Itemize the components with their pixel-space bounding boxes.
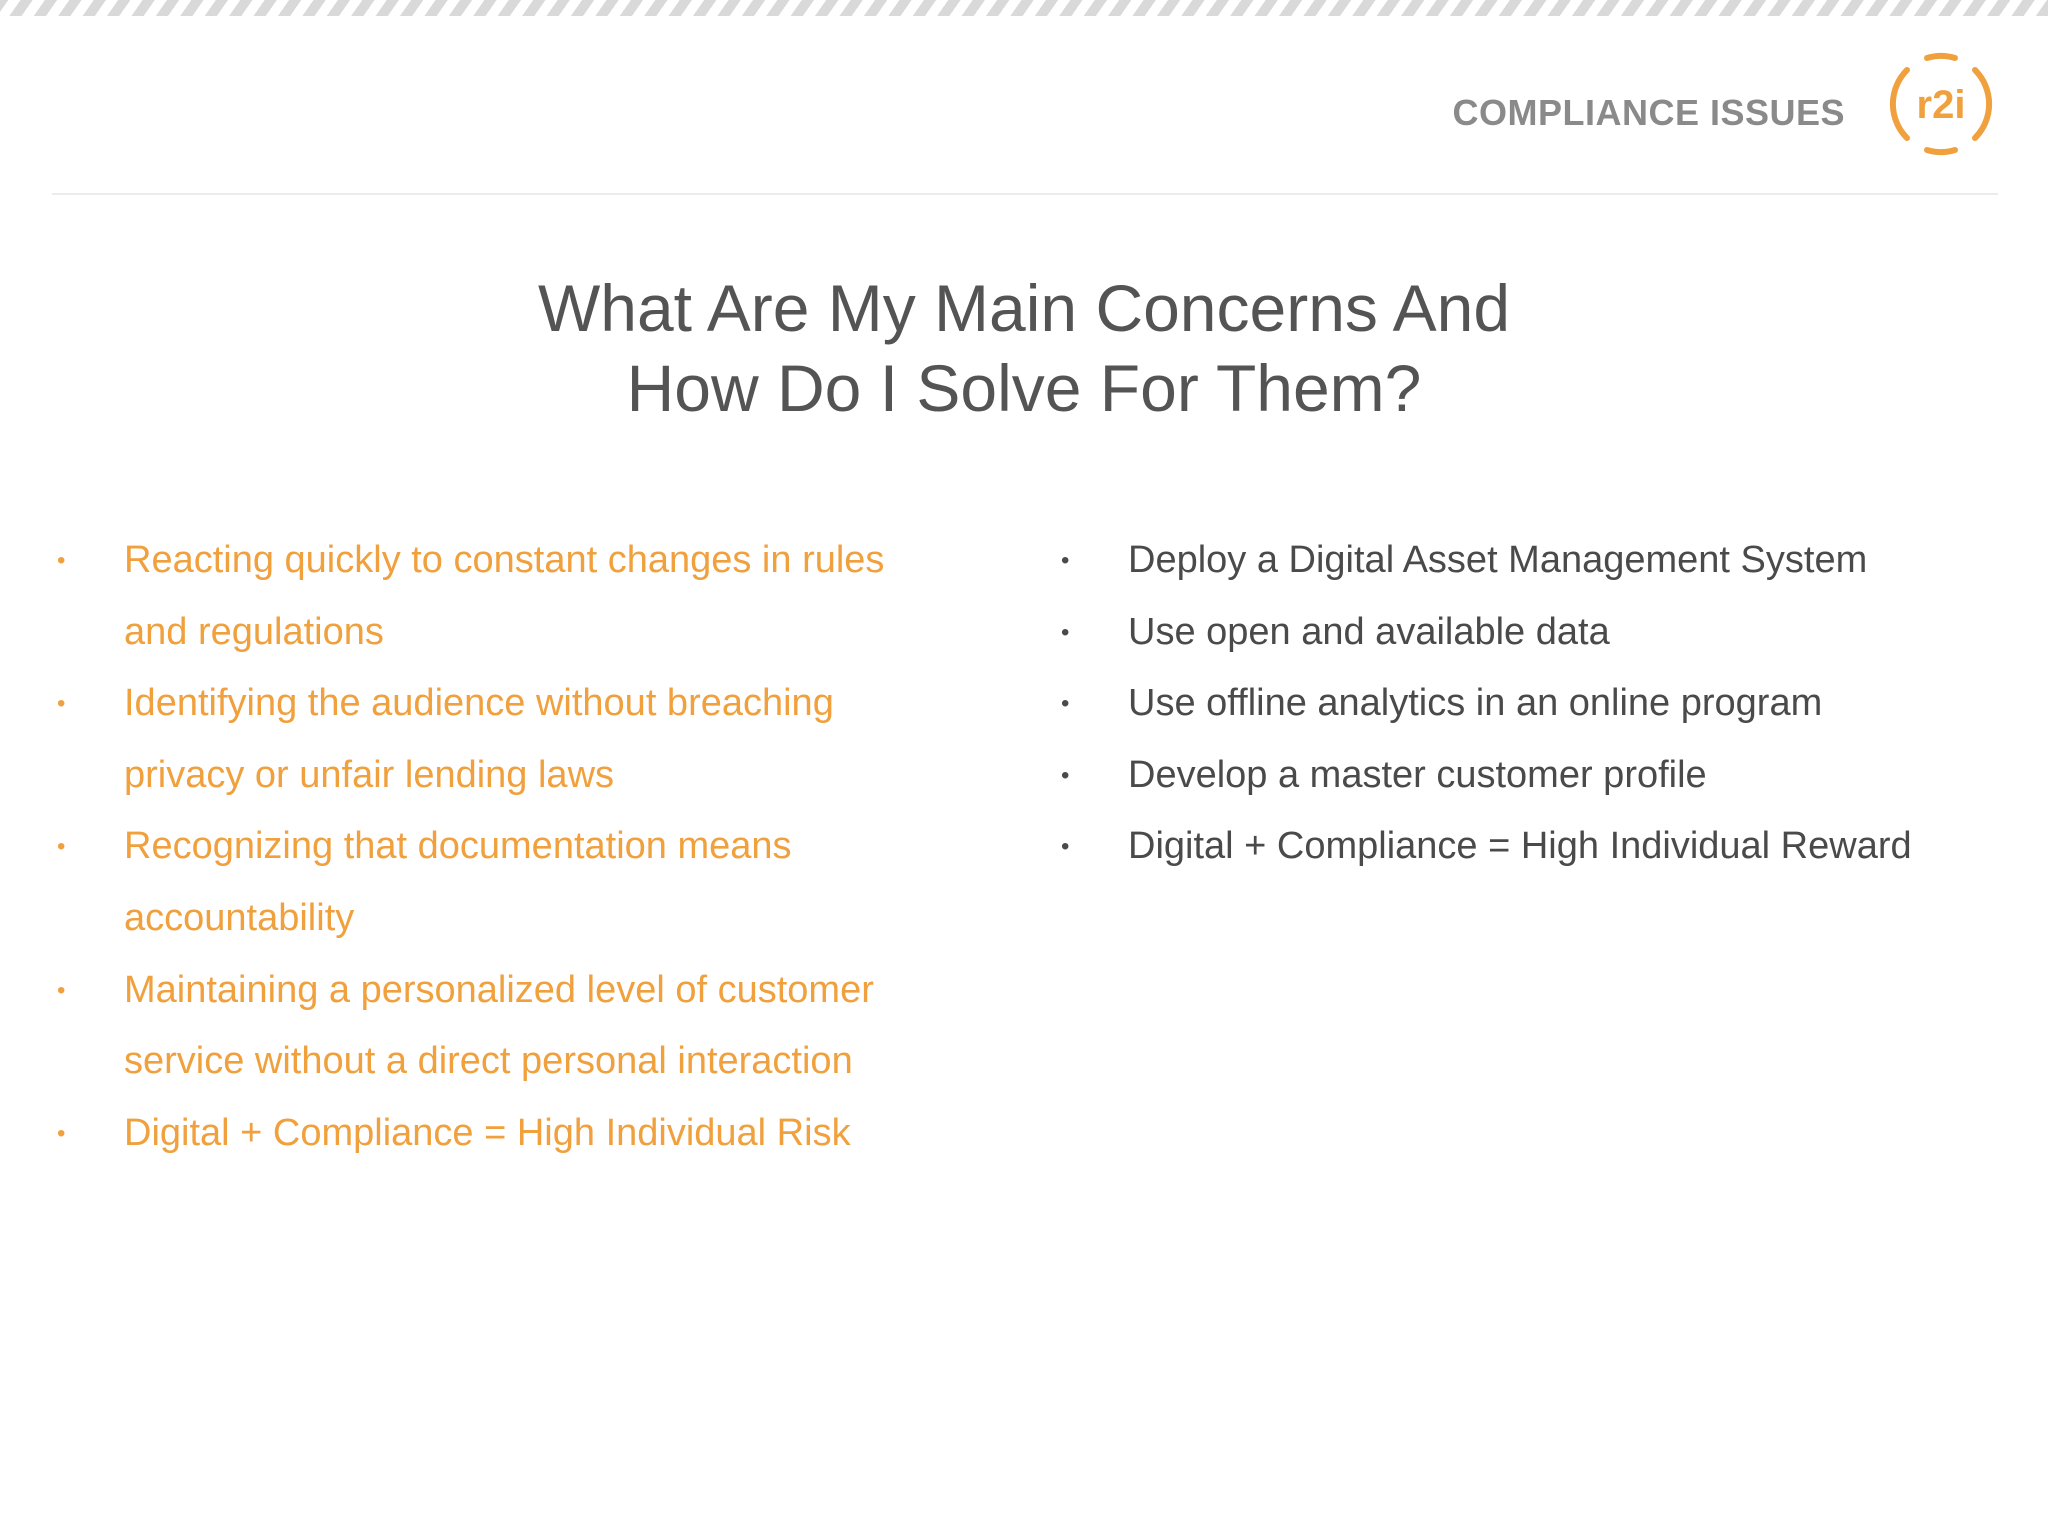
concern-item — [52, 955, 952, 1098]
bullet-icon: • — [57, 547, 66, 574]
solution-item — [1056, 668, 2006, 740]
section-label: COMPLIANCE ISSUES — [1452, 92, 1845, 133]
concern-item-text: Recognizing that documentation means accountability — [124, 825, 792, 939]
concern-item-text: Reacting quickly to constant changes in rules and regulations — [124, 539, 885, 653]
bullet-icon: • — [1061, 618, 1070, 646]
solution-item-text: Use offline analytics in an online program — [1128, 682, 1823, 725]
bullet-icon: • — [1061, 761, 1070, 789]
solution-item-text: Use open and available data — [1128, 610, 1610, 653]
slide-title — [0, 268, 2048, 428]
concern-item-text: Maintaining a personalized level of customer service without a direct personal interaction — [124, 968, 874, 1083]
bullet-icon: • — [57, 1119, 66, 1147]
bullet-icon: • — [1061, 690, 1070, 718]
slide-title-line-1: What Are My Main Concerns And — [537, 271, 1511, 345]
bullet-icon: • — [57, 833, 66, 861]
bullet-icon: • — [1061, 547, 1070, 574]
concern-item — [52, 1098, 952, 1170]
r2i-logo-icon — [1885, 48, 1997, 160]
concern-item — [52, 525, 952, 668]
concern-item-text: Digital + Compliance = High Individual Risk — [124, 1111, 851, 1154]
solution-item-text: Develop a master customer profile — [1128, 753, 1707, 796]
solutions-column — [1056, 525, 2006, 883]
decorative-stripe-bar — [0, 0, 2048, 16]
solution-item — [1056, 597, 2006, 669]
concern-item — [52, 668, 952, 811]
solution-item-text: Deploy a Digital Asset Management System — [1128, 539, 1868, 581]
slide-title-line-2: How Do I Solve For Them? — [626, 351, 1422, 425]
bullet-icon: • — [57, 976, 66, 1004]
solutions-list — [1056, 525, 2006, 883]
concerns-list — [52, 525, 952, 1169]
bullet-icon: • — [1061, 833, 1070, 861]
header-divider — [52, 193, 1998, 195]
solution-item — [1056, 525, 2006, 597]
concern-item — [52, 811, 952, 954]
logo-text: r2i — [1916, 83, 1966, 127]
solution-item — [1056, 740, 2006, 812]
concern-item-text: Identifying the audience without breaching privacy or unfair lending laws — [124, 682, 834, 796]
concerns-column — [52, 525, 952, 1169]
solution-item — [1056, 811, 2006, 883]
solution-item-text: Digital + Compliance = High Individual Reward — [1128, 825, 1912, 868]
bullet-icon: • — [57, 690, 66, 718]
